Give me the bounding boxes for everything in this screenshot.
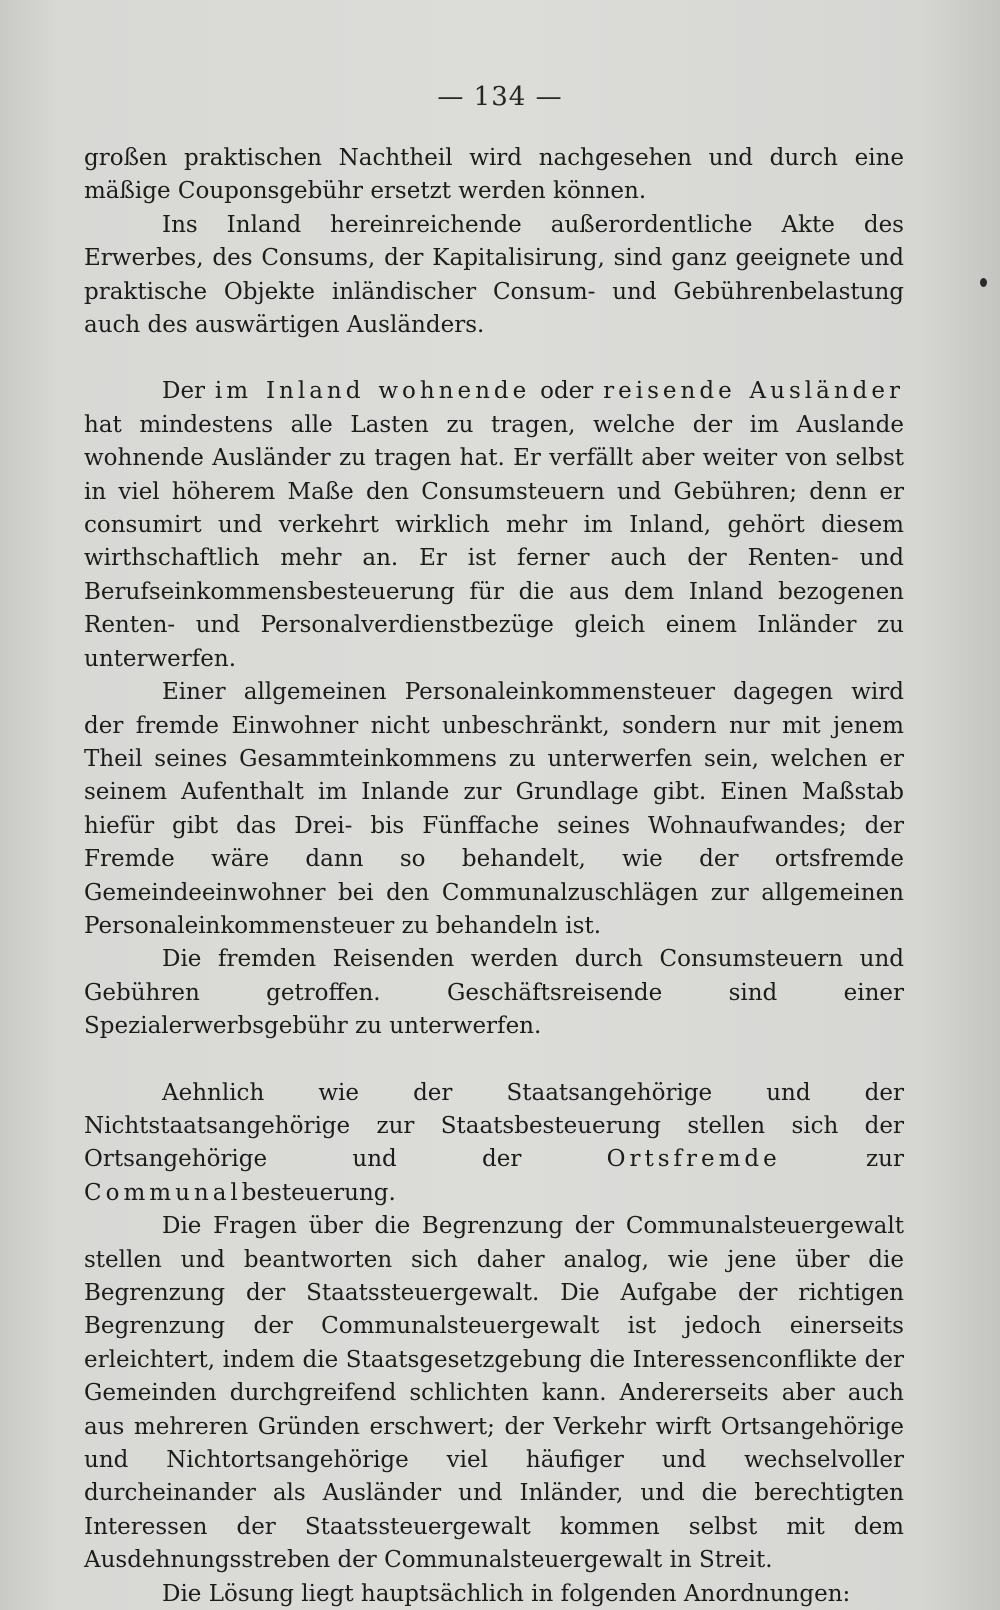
paragraph-3 bbox=[84, 375, 904, 676]
spaced-emphasis: Communal bbox=[84, 1179, 242, 1206]
paragraph-text: Einer allgemeinen Personaleinkommensteuer dagegen wird der fremde Einwohner nicht unbeschränkt, sondern nur mit jenem Theil seines Gesammteinkommens zu unterwerfen sein, welchen er seinem Aufenthalt im Inlande zur Grundlage gibt. Einen Maßstab hiefür gibt das Drei- bis Fünffache seines Wohnaufwandes; der Fremde wäre dann so behandelt, wie der ortsfremde Gemeindeeinwohner bei den Communalzuschlägen zur allgemeinen Personaleinkommensteuer zu behandeln ist. bbox=[84, 679, 904, 939]
paragraph-text: Der bbox=[162, 378, 215, 405]
paragraph-2 bbox=[84, 209, 904, 343]
paragraph-7 bbox=[84, 1210, 904, 1577]
spaced-emphasis: Ortsfremde bbox=[606, 1146, 781, 1173]
paragraph-5 bbox=[84, 943, 904, 1043]
page-number: — 134 — bbox=[437, 82, 563, 112]
paragraph-text: Die Fragen über die Begrenzung der Communalsteuergewalt stellen und beantworten sich daher analog, wie jene über die Begrenzung der Staatssteuergewalt. Die Aufgabe der richtigen Begrenzung der Communalsteuergewalt ist jedoch einerseits erleichtert, indem die Staatsgesetzgebung die Interessenconflikte der Gemeinden durchgreifend schlichten kann. Andererseits aber auch aus mehreren Gründen erschwert; der Verkehr wirft Ortsangehörige und Nichtortsangehörige viel häufiger und wechselvoller durcheinander als Ausländer und Inländer, und die berechtigten Interessen der Staatssteuergewalt kommen selbst mit dem Ausdehnungsstreben der Communalsteuergewalt in Streit. bbox=[84, 1213, 904, 1574]
paragraph-1 bbox=[84, 142, 904, 209]
paragraph-4 bbox=[84, 676, 904, 943]
spaced-emphasis: im Inland wohnende bbox=[214, 378, 531, 405]
paragraph-text: großen praktischen Nachtheil wird nachgesehen und durch eine mäßige Couponsgebühr ersetzt werden können. bbox=[84, 145, 904, 205]
paragraph-8 bbox=[84, 1578, 904, 1610]
paragraph-text: Die fremden Reisenden werden durch Consumsteuern und Gebühren getroffen. Geschäftsreisende sind einer Spezialerwerbsgebühr zu unterwerfen. bbox=[84, 946, 904, 1040]
paragraph-text: zur bbox=[780, 1146, 904, 1173]
page-text bbox=[84, 142, 904, 1610]
paragraph-6 bbox=[84, 1077, 904, 1211]
paragraph-text: hat mindestens alle Lasten zu tragen, welche der im Auslande wohnende Ausländer zu tragen hat. Er verfällt aber weiter von selbst in viel höherem Maße den Consumsteuern und Gebühren; denn er consumirt und verkehrt wirklich mehr im Inland, gehört diesem wirthschaftlich mehr an. Er ist ferner auch der Renten- und Berufseinkommensbesteuerung für die aus dem Inland bezogenen Renten- und Personalverdienstbezüge gleich einem Inländer zu unterwerfen. bbox=[84, 411, 904, 672]
ink-speck bbox=[980, 278, 987, 287]
paragraph-text: Die Lösung liegt hauptsächlich in folgenden Anordnungen: bbox=[162, 1580, 851, 1607]
paragraph-text: Aehnlich wie der Staatsangehörige und der Nichtstaatsangehörige zur Staatsbesteuerung stellen sich der Ortsangehörige und der bbox=[84, 1079, 904, 1173]
paragraph-text: Ins Inland hereinreichende außerordentliche Akte des Erwerbes, des Consums, der Kapitalisirung, sind ganz geeignete und praktische Objekte inländischer Consum- und Gebührenbelastung auch des auswärtigen Ausländers. bbox=[84, 211, 904, 339]
paragraph-text: besteuerung. bbox=[241, 1179, 396, 1206]
paragraph-text: oder bbox=[530, 378, 604, 405]
spaced-emphasis: reisende Ausländer bbox=[603, 378, 904, 405]
